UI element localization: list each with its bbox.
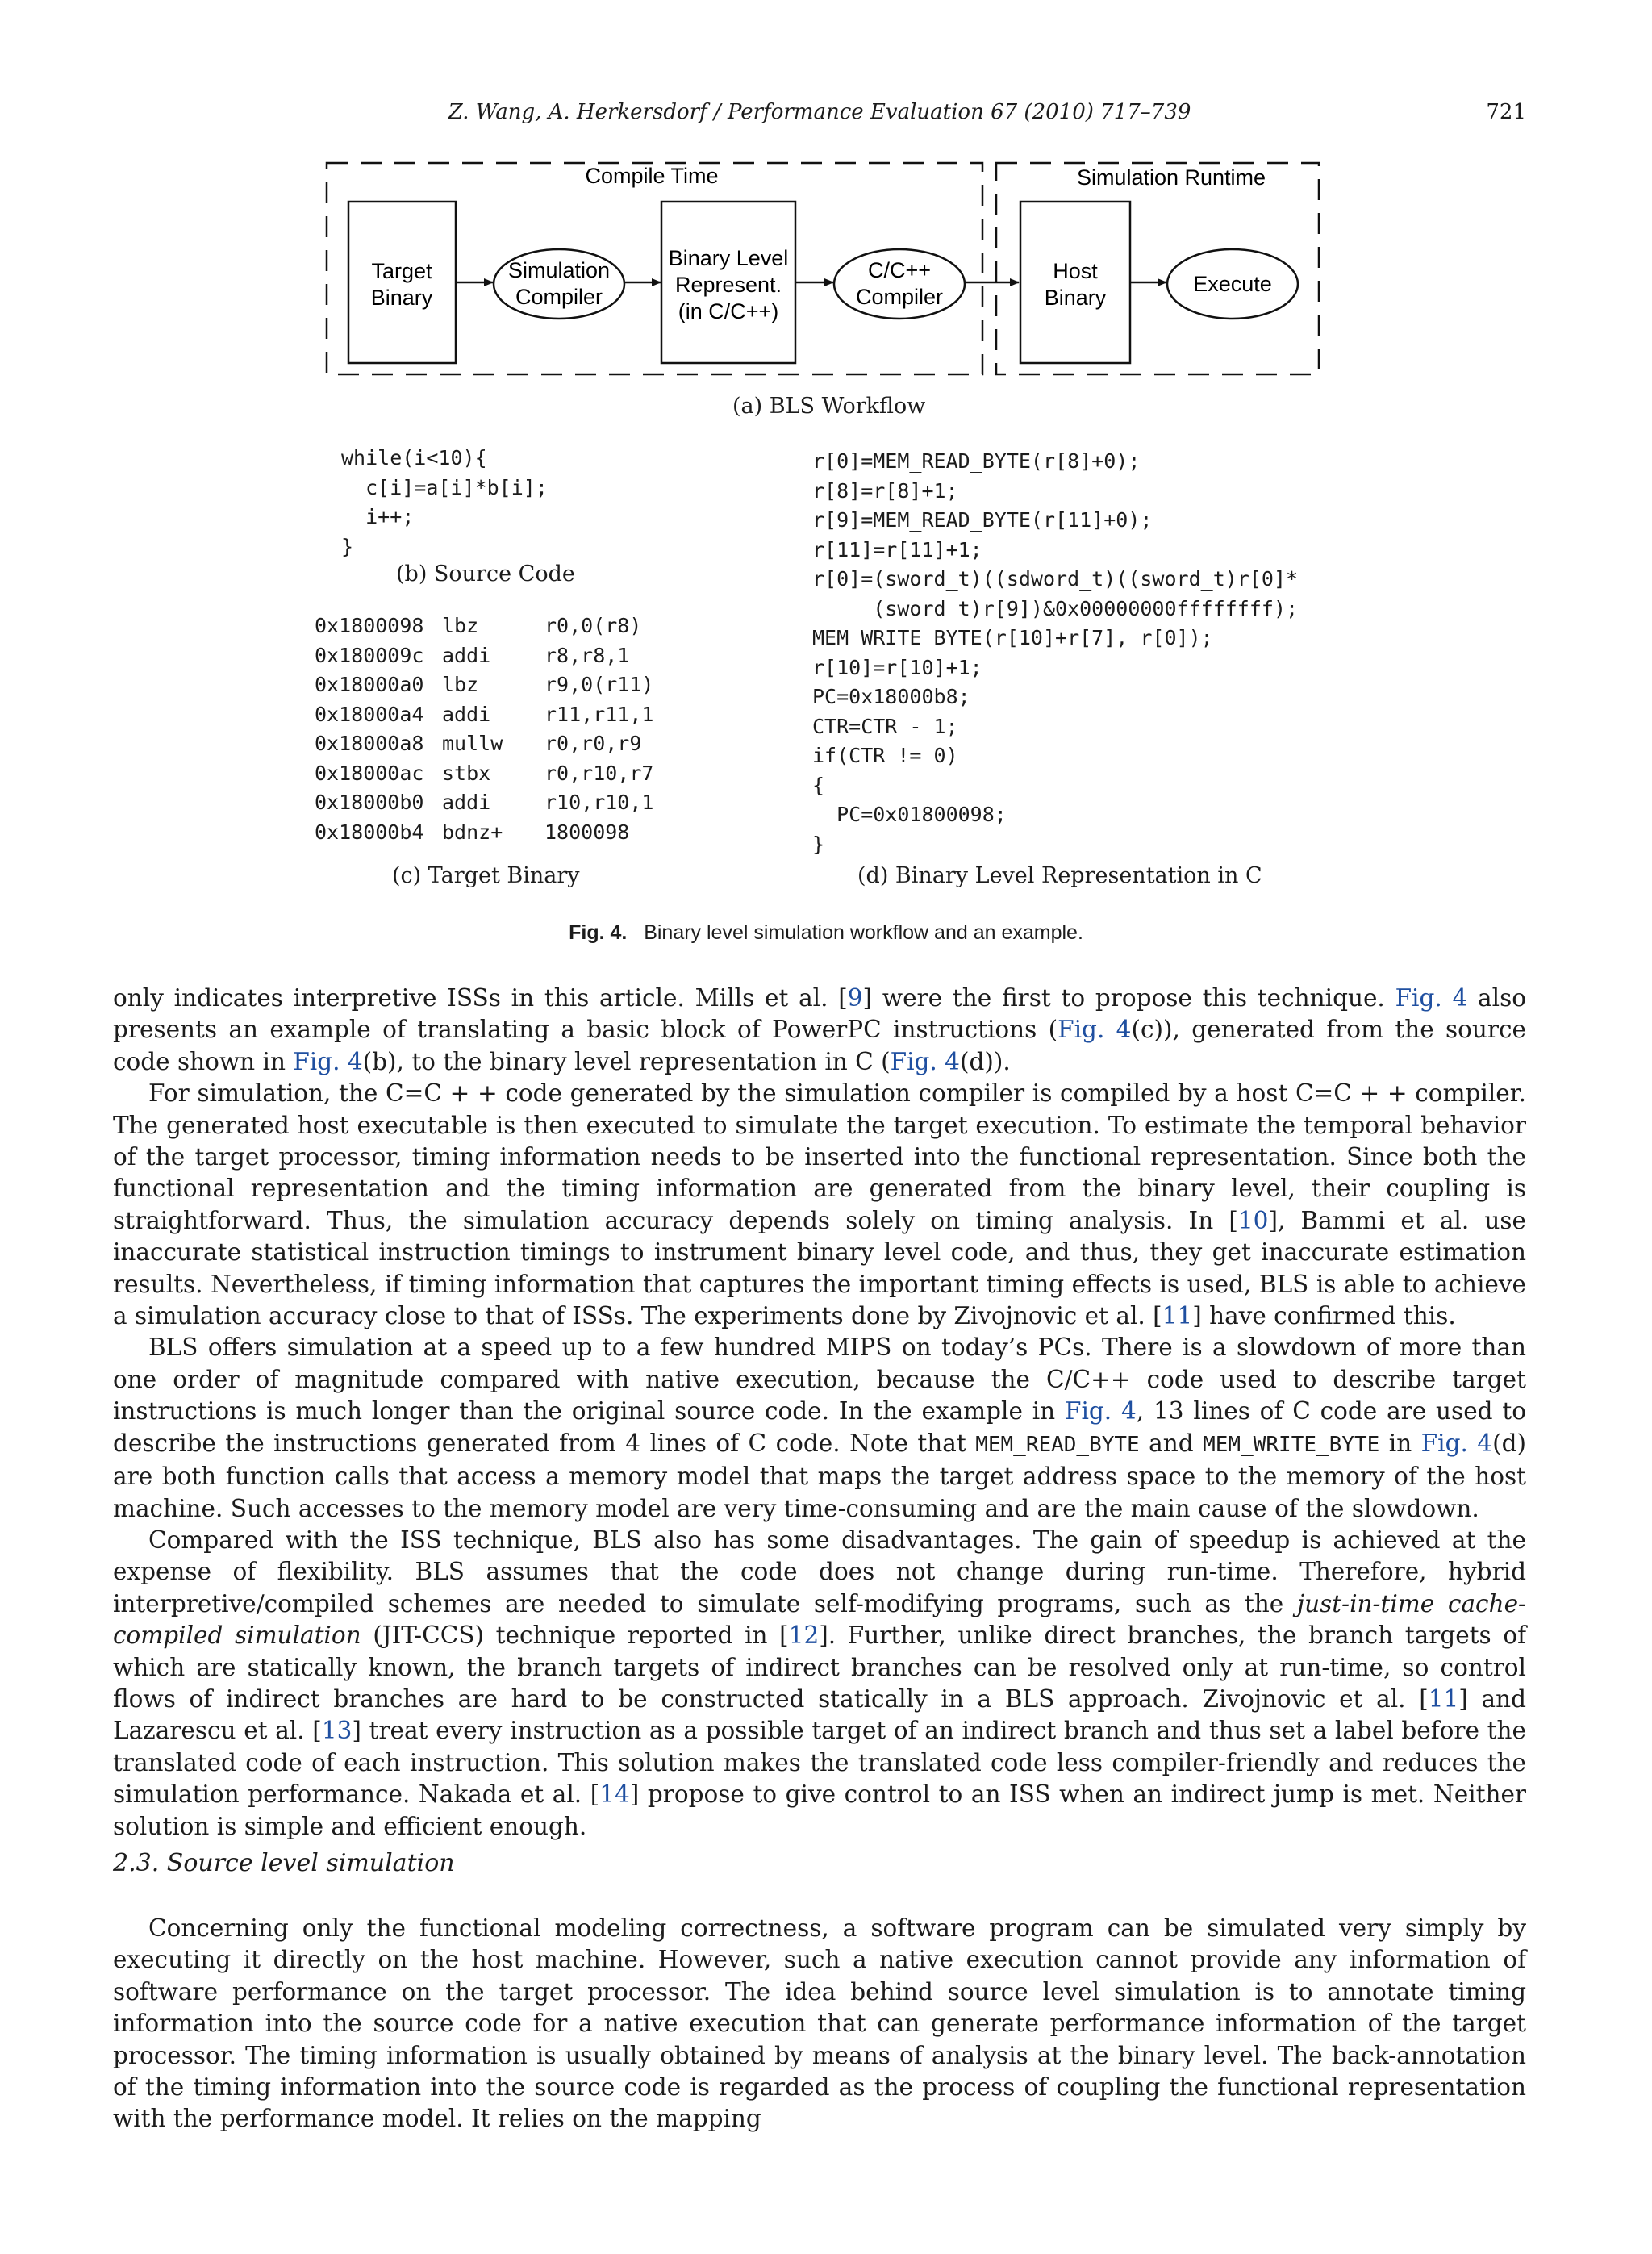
paragraph-1: only indicates interpretive ISSs in this article. Mills et al. [9] were the first to propose this technique. Fig. 4 also presents an example of translating a basic block of PowerPC instructions (Fig. 4(c)), generated from the source code shown in Fig. 4(b), to the binary level representation in C (Fig. 4(d)).: [113, 984, 1527, 1075]
paragraph-5: Concerning only the functional modeling correctness, a software program can be simulated very simply by executing it directly on the host machine. However, such a native execution cannot provide any information of software performance on the target processor. The idea behind source level simulation is to annotate timing information into the source code for a native execution that can generate performance information of the target processor. The timing information is usually obtained by means of analysis at the binary level. The back-annotation of the timing information into the source code is regarded as the process of coupling the functional representation with the performance model. It relies on the mapping: [113, 1914, 1526, 2133]
citation-link[interactable]: 10: [1237, 1206, 1269, 1234]
simulation-compiler-line1: Simulation: [507, 258, 611, 282]
figure-link[interactable]: Fig. 4: [1395, 984, 1468, 1012]
cpp-compiler-line2: Compiler: [855, 285, 944, 309]
cpp-compiler-line1: C/C++: [867, 258, 932, 282]
simulation-compiler-line2: Compiler: [515, 285, 603, 309]
citation-link[interactable]: 14: [599, 1780, 630, 1809]
compile-time-label: Compile Time: [585, 164, 719, 188]
source-code-block: while(i<10){ c[i]=a[i]*b[i]; i++; }: [341, 446, 548, 558]
code-term: MEM_READ_BYTE: [975, 1432, 1140, 1457]
figure-link[interactable]: Fig. 4: [1065, 1397, 1137, 1425]
binary-level-line3: (in C/C++): [678, 299, 779, 323]
paragraph-3: BLS offers simulation at a speed up to a few hundred MIPS on today’s PCs. There is a slowdown of more than one order of magnitude compared with native execution, because the C/C++ code used to describe target instructions is much longer than the original source code. In the example in Fig. 4, 13 lines of C code are used to describe the instructions generated from 4 lines of C code. Note that MEM_READ_BYTE and MEM_WRITE_BYTE in Fig. 4(d) are both function calls that access a memory model that maps the target address space to the memory of the host machine. Such accesses to the memory model are very time-consuming and are the main cause of the slowdown.: [113, 1334, 1526, 1522]
figure-link[interactable]: Fig. 4: [293, 1047, 363, 1075]
citation-link[interactable]: 11: [1162, 1302, 1193, 1330]
target-binary-line1: Target: [371, 259, 432, 283]
binary-level-node: [661, 202, 795, 363]
page-number: 721: [1486, 100, 1526, 124]
target-binary-node: [348, 202, 456, 363]
running-title: Z. Wang, A. Herkersdorf / Performance Evaluation 67 (2010) 717–739: [448, 100, 1191, 124]
host-binary-line1: Host: [1053, 259, 1098, 283]
code-term: MEM_WRITE_BYTE: [1203, 1432, 1380, 1457]
figure-caption-label: Fig. 4.: [569, 921, 628, 944]
body-text-upper: [113, 983, 1526, 1843]
execute-label: Execute: [1193, 272, 1272, 296]
bls-workflow-diagram: [0, 0, 1652, 436]
page: Z. Wang, A. Herkersdorf / Performance Evaluation 67 (2010) 717–739 721 Compile Time Simulation Runtime Target Binary Simulation Compiler Binary Level Represent. (in C/C++) C/C++ Compiler Host Binary Execute (a) BLS Workflow while(i<10){ c[i]=a[i]*b[i]; i++; } (b) Source Code 0x1800098 lbz r0,0(r8) 0x180009c addi r8,r8,1 0x18000a0 lbz r9,0(r11) 0x18000a4 addi r11,r11,1 0x18000a8 mullw r0,r0,r9 0x18000ac stbx r0,r10,r7 0x18000b0 addi r10,r10,1 0x18000b4 bdnz+ 1800098 (c) Target Binary r[0]=MEM_READ_BYTE(r[8]+0); r[8]=r[8]+1; r[9]=MEM_READ_BYTE(r[11]+0); r[11]=r[11]+1; r[0]=(sword_t)((sdword_t)((sword_t)r[0]* (sword_t)r[9])&0x00000000ffffffff); MEM_WRITE_BYTE(r[10]+r[7], r[0]); r[10]=r[10]+1; PC=0x18000b8; CTR=CTR - 1; if(CTR != 0) { PC=0x01800098; } (d) Binary Level Representation in C Fig. 4. Binary level simulation workflow and an example. only indicates interpretive ISSs in this article. Mills et al. [9] were the first to propose this technique. Fig. 4 also presents an example of translating a basic block of PowerPC instructions (Fig. 4(c)), generated from the source code shown in Fig. 4(b), to the binary level representation in C (Fig. 4(d)). For simulation, the C=C + + code generated by the simulation compiler is compiled by a host C=C + + compiler. The generated host executable is then executed to simulate the target execution. To estimate the temporal behavior of the target processor, timing information needs to be inserted into the functional representation. Since both the functional representation and the timing information are generated from the binary level, their coupling is straightforward. Thus, the simulation accuracy depends solely on timing analysis. In [10], Bammi et al. use inaccurate statistical instruction timings to instrument binary level code, and thus, they get inaccurate estimation results. Nevertheless, if timing information that captures the important timing effects is used, BLS is able to achieve a simulation accuracy close to that of ISSs. The experiments done by Zivojnovic et al. [11] have confirmed this. BLS offers simulation at a speed up to a few hundred MIPS on today’s PCs. There is a slowdown of more than one order of magnitude compared with native execution, because the C/C++ code used to describe target instructions is much longer than the original source code. In the example in Fig. 4, 13 lines of C code are used to describe the instructions generated from 4 lines of C code. Note that MEM_READ_BYTE and MEM_WRITE_BYTE in Fig. 4(d) are both function calls that access a memory model that maps the target address space to the memory of the host machine. Such accesses to the memory model are very time-consuming and are the main cause of the slowdown. Compared with the ISS technique, BLS also has some disadvantages. The gain of speedup is achieved at the expense of flexibility. BLS assumes that the code does not change during run-time. Therefore, hybrid interpretive/compiled schemes are needed to simulate self-modifying programs, such as the just-in-time cache-compiled simulation (JIT-CCS) technique reported in [12]. Further, unlike direct branches, the branch targets of which are statically known, the branch targets of indirect branches can be resolved only at run-time, so control flows of indirect branches are hard to be constructed statically in a BLS approach. Zivojnovic et al. [11] and Lazarescu et al. [13] treat every instruction as a possible target of an indirect branch and thus set a label before the translated code of each instruction. This solution makes the translated code less compiler-friendly and reduces the simulation performance. Nakada et al. [14] propose to give control to an ISS when an indirect jump is met. Neither solution is simple and efficient enough. 2.3. Source level simulation Concerning only the functional modeling correctness, a software program can be simulated very simply by executing it directly on the host machine. However, such a native execution cannot provide any information of software performance on the target processor. The idea behind source level simulation is to annotate timing information into the source code for a native execution that can generate performance information of the target processor. The timing information is usually obtained by means of analysis at the binary level. The back-annotation of the timing information into the source code is regarded as the process of coupling the functional representation with the performance model. It relies on the mapping: [0, 0, 1652, 2254]
caption-b: (b) Source Code: [396, 561, 575, 586]
simulation-compiler-node: [494, 249, 624, 319]
cpp-compiler-node: [834, 249, 965, 319]
simulation-runtime-region: [996, 163, 1319, 374]
citation-link[interactable]: 11: [1428, 1684, 1459, 1713]
binary-level-line2: Represent.: [674, 273, 782, 297]
body-text-lower: [113, 1913, 1526, 2135]
citation-link[interactable]: 9: [847, 984, 863, 1012]
figure-link[interactable]: Fig. 4: [1420, 1429, 1493, 1457]
caption-c: (c) Target Binary: [392, 863, 580, 888]
figure-link[interactable]: Fig. 4: [890, 1047, 960, 1075]
binary-level-line1: Binary Level: [668, 246, 789, 270]
citation-link[interactable]: 12: [788, 1622, 820, 1650]
paragraph-4: Compared with the ISS technique, BLS also has some disadvantages. The gain of speedup is achieved at the expense of flexibility. BLS assumes that the code does not change during run-time. Therefore, hybrid interpretive/compiled schemes are needed to simulate self-modifying programs, such as the just-in-time cache-compiled simulation (JIT-CCS) technique reported in [12]. Further, unlike direct branches, the branch targets of which are statically known, the branch targets of indirect branches can be resolved only at run-time, so control flows of indirect branches are hard to be constructed statically in a BLS approach. Zivojnovic et al. [11] and Lazarescu et al. [13] treat every instruction as a possible target of an indirect branch and thus set a label before the translated code of each instruction. This solution makes the translated code less compiler-friendly and reduces the simulation performance. Nakada et al. [14] propose to give control to an ISS when an indirect jump is met. Neither solution is simple and efficient enough.: [113, 1526, 1527, 1840]
caption-d: (d) Binary Level Representation in C: [857, 863, 1262, 888]
host-binary-line2: Binary: [1044, 286, 1107, 310]
binary-c-code-block: r[0]=MEM_READ_BYTE(r[8]+0); r[8]=r[8]+1; r[9]=MEM_READ_BYTE(r[11]+0); r[11]=r[11]+1; r[0]=(sword_t)((sdword_t)((sword_t)r[0]* (sword_t)r[9])&0x00000000ffffffff); MEM_WRITE_BYTE(r[10]+r[7], r[0]); r[10]=r[10]+1; PC=0x18000b8; CTR=CTR - 1; if(CTR != 0) { PC=0x01800098; }: [812, 449, 1299, 856]
simulation-runtime-label: Simulation Runtime: [1076, 165, 1266, 190]
paragraph-2: For simulation, the C=C + + code generated by the simulation compiler is compiled by a host C=C + + compiler. The generated host executable is then executed to simulate the target execution. To estimate the temporal behavior of the target processor, timing information needs to be inserted into the functional representation. Since both the functional representation and the timing information are generated from the binary level, their coupling is straightforward. Thus, the simulation accuracy depends solely on timing analysis. In [10], Bammi et al. use inaccurate statistical instruction timings to instrument binary level code, and thus, they get inaccurate estimation results. Nevertheless, if timing information that captures the important timing effects is used, BLS is able to achieve a simulation accuracy close to that of ISSs. The experiments done by Zivojnovic et al. [11] have confirmed this.: [113, 1079, 1526, 1330]
target-binary-line2: Binary: [370, 286, 433, 310]
host-binary-node: [1020, 202, 1130, 363]
caption-a: (a) BLS Workflow: [732, 394, 926, 419]
citation-link[interactable]: 13: [321, 1717, 353, 1745]
figure-caption: [0, 921, 1652, 945]
execute-node: [1167, 249, 1298, 319]
figure-caption-text: Binary level simulation workflow and an example.: [644, 921, 1083, 944]
section-heading: 2.3. Source level simulation: [113, 1849, 455, 1877]
figure-link[interactable]: Fig. 4: [1058, 1016, 1132, 1044]
emphasis-term: just-in-time cache-compiled simulation: [113, 1589, 1526, 1650]
